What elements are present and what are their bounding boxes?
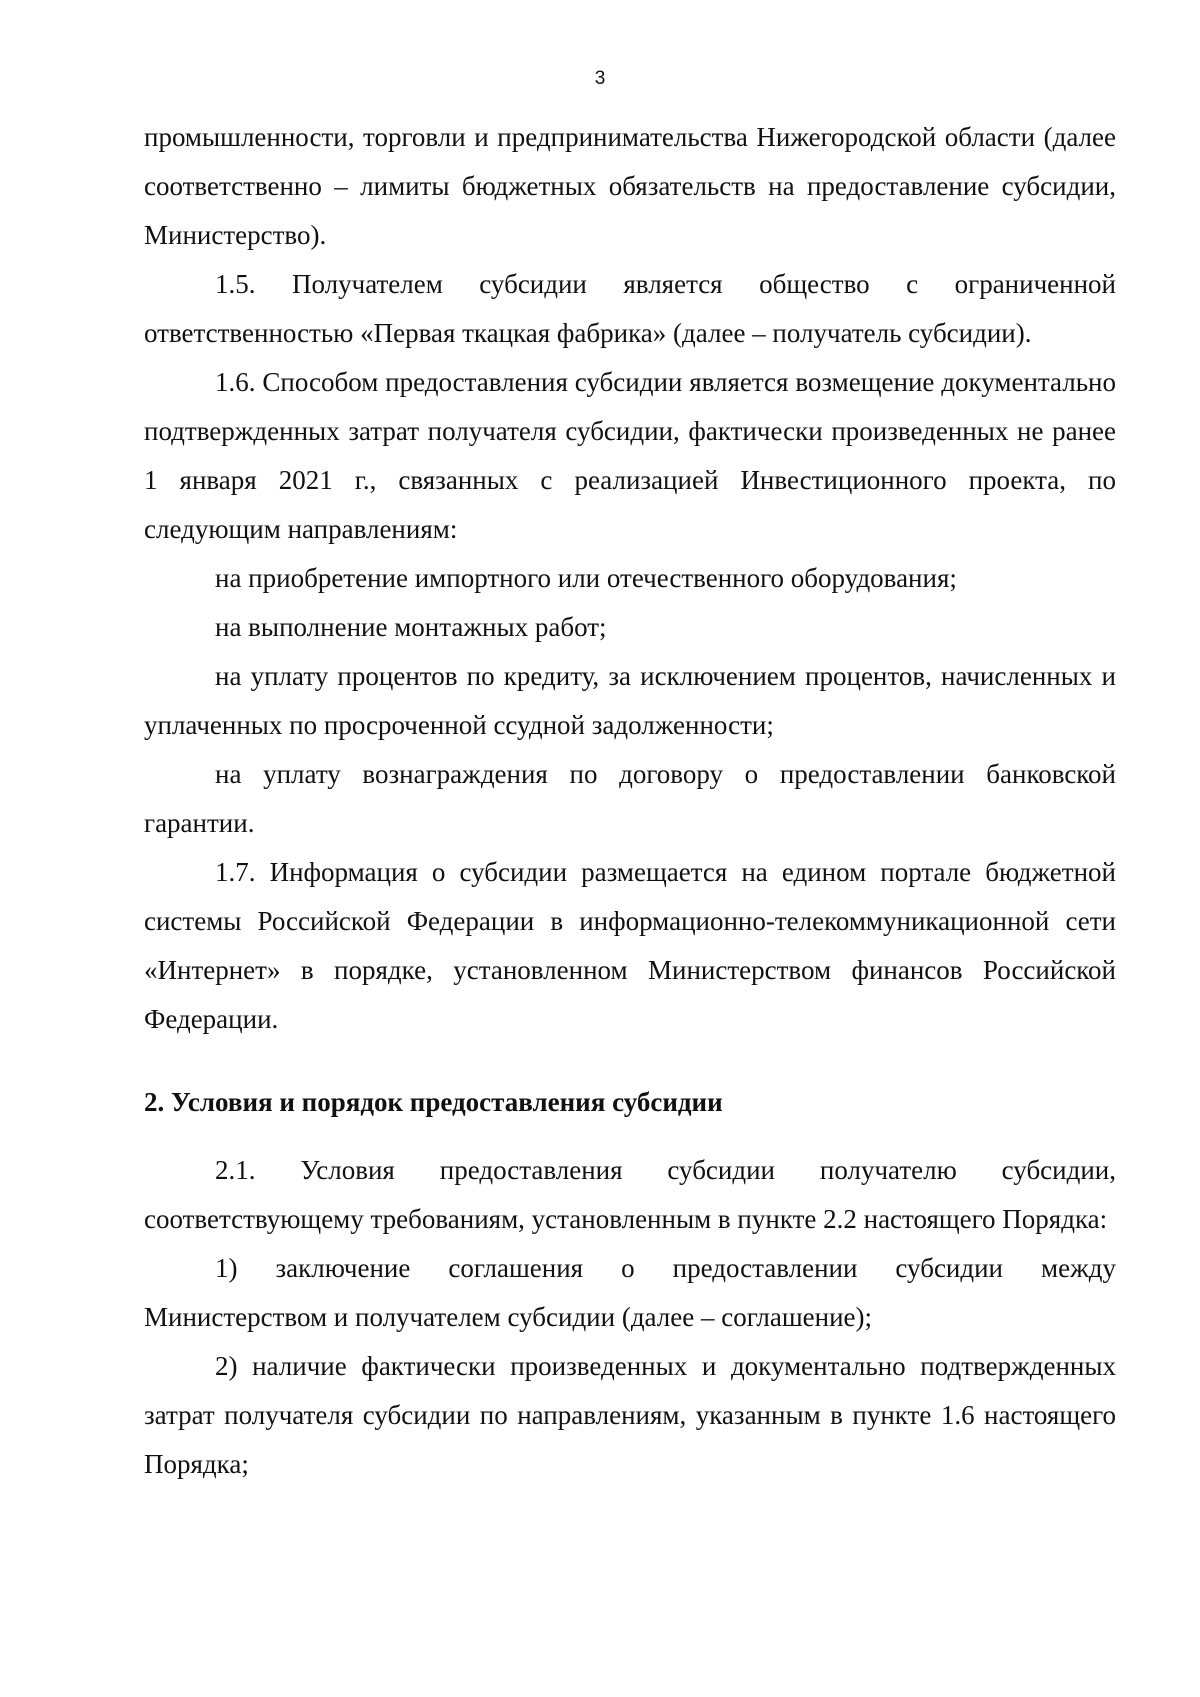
page-number: 3 <box>594 68 606 89</box>
paragraph-1-5: 1.5. Получателем субсидии является общество с ограниченной ответственностью «Первая ткацкая фабрика» (далее – получатель субсидии). <box>144 269 1116 348</box>
list-item-equipment: на приобретение импортного или отечественного оборудования; <box>215 563 957 593</box>
document-body <box>144 113 1116 1489</box>
paragraph-1-7: 1.7. Информация о субсидии размещается на едином портале бюджетной системы Российской Федерации в информационно-телекоммуникационной сети «Интернет» в порядке, установленном Министерством финансов Российской Федерации. <box>144 857 1116 1034</box>
section-heading: 2. Условия и порядок предоставления субсидии <box>144 1087 723 1117</box>
list-item-installation: на выполнение монтажных работ; <box>215 612 607 642</box>
paragraph-1-6: 1.6. Способом предоставления субсидии является возмещение документально подтвержденных затрат получателя субсидии, фактически произведенных не ранее 1 января 2021 г., связанных с реализацией Инвестиционного проекта, по следующим направлениям: <box>144 367 1116 544</box>
paragraph-continuation: промышленности, торговли и предпринимательства Нижегородской области (далее соответственно – лимиты бюджетных обязательств на предоставление субсидии, Министерство). <box>144 122 1116 250</box>
condition-item-1: 1) заключение соглашения о предоставлении субсидии между Министерством и получателем субсидии (далее – соглашение); <box>144 1253 1116 1332</box>
list-item-guarantee-fee: на уплату вознаграждения по договору о предоставлении банковской гарантии. <box>144 759 1116 838</box>
condition-item-2: 2) наличие фактически произведенных и документально подтвержденных затрат получателя субсидии по направлениям, указанным в пункте 1.6 настоящего Порядка; <box>144 1351 1116 1479</box>
paragraph-2-1: 2.1. Условия предоставления субсидии получателю субсидии, соответствующему требованиям, установленным в пункте 2.2 настоящего Порядка: <box>144 1155 1116 1234</box>
list-item-interest: на уплату процентов по кредиту, за исключением процентов, начисленных и уплаченных по просроченной ссудной задолженности; <box>144 661 1116 740</box>
